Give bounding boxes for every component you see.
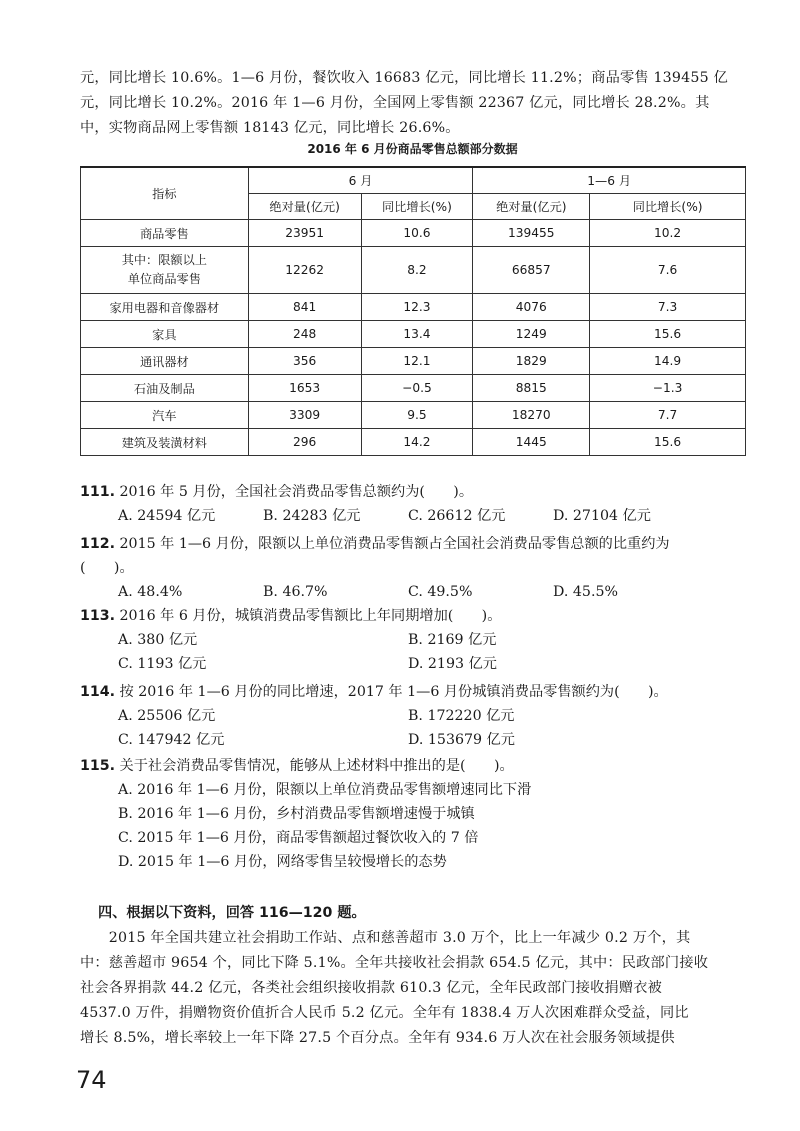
table-header-row (81, 167, 746, 194)
cell-june-yoy: 12.3 (361, 294, 473, 321)
option-list (80, 628, 760, 652)
option-b[interactable]: B. 172220 亿元 (408, 708, 515, 724)
question-stem (80, 680, 760, 704)
cell-cum-abs: 4076 (473, 294, 590, 321)
cell-cum-yoy: 10.2 (590, 220, 746, 247)
cell-june-yoy: 12.1 (361, 348, 473, 375)
row-name-line: 单位商品零售 (127, 272, 201, 286)
intro-paragraph (80, 66, 745, 141)
question-stem (80, 480, 760, 504)
cell-cum-yoy: −1.3 (590, 375, 746, 402)
option-b[interactable]: B. 2016 年 1—6 月份，乡村消费品零售额增速慢于城镇 (118, 806, 475, 822)
option-list (80, 704, 760, 728)
question-113 (80, 604, 760, 676)
row-name: 商品零售 (81, 220, 249, 247)
option-list (80, 728, 760, 752)
cell-cum-yoy: 15.6 (590, 429, 746, 456)
question-111 (80, 480, 760, 528)
option-d[interactable]: D. 153679 亿元 (408, 732, 515, 748)
intro-line: 元，同比增长 10.6%。1—6 月份，餐饮收入 16683 亿元，同比增长 11.2%；商品零售 139455 亿 (80, 70, 728, 86)
option-c[interactable]: C. 2015 年 1—6 月份，商品零售额超过餐饮收入的 7 倍 (118, 830, 479, 846)
question-115 (80, 754, 760, 874)
cell-cum-yoy: 14.9 (590, 348, 746, 375)
row-name: 汽车 (81, 402, 249, 429)
cell-june-abs: 296 (248, 429, 361, 456)
cell-cum-yoy: 7.3 (590, 294, 746, 321)
intro-line: 中，实物商品网上零售额 18143 亿元，同比增长 26.6%。 (80, 120, 460, 136)
row-name: 通讯器材 (81, 348, 249, 375)
option-b[interactable]: B. 46.7% (263, 584, 328, 600)
question-stem (80, 532, 760, 556)
cell-cum-yoy: 7.6 (590, 247, 746, 294)
cell-june-yoy: 10.6 (361, 220, 473, 247)
row-name (81, 247, 249, 294)
cell-cum-abs: 1829 (473, 348, 590, 375)
cell-cum-abs: 139455 (473, 220, 590, 247)
intro-line: 元，同比增长 10.2%。2016 年 1—6 月份，全国网上零售额 22367 亿元，同比增长 28.2%。其 (80, 95, 710, 111)
header-abs: 绝对量(亿元) (473, 194, 590, 220)
cell-june-abs: 356 (248, 348, 361, 375)
cell-june-abs: 1653 (248, 375, 361, 402)
page-number: 74 (76, 1066, 107, 1094)
table-row (81, 348, 746, 375)
passage-line: 增长 8.5%，增长率较上一年下降 27.5 个百分点。全年有 934.6 万人次在社会服务领域提供 (80, 1030, 675, 1046)
table-title: 2016 年 6 月份商品零售总额部分数据 (307, 142, 518, 156)
question-text: 关于社会消费品零售情况，能够从上述材料中推出的是( )。 (119, 758, 514, 774)
cell-june-yoy: 9.5 (361, 402, 473, 429)
row-name-line: 其中：限额以上 (121, 253, 207, 267)
cell-cum-abs: 18270 (473, 402, 590, 429)
cell-cum-abs: 1445 (473, 429, 590, 456)
question-text: 2015 年 1—6 月份，限额以上单位消费品零售额占全国社会消费品零售总额的比重约为 (119, 536, 670, 552)
table-row (81, 321, 746, 348)
table-row (81, 294, 746, 321)
question-text: 2016 年 6 月份，城镇消费品零售额比上年同期增加( )。 (119, 608, 502, 624)
cell-june-yoy: 13.4 (361, 321, 473, 348)
option-a[interactable]: A. 48.4% (118, 584, 183, 600)
table-row (81, 375, 746, 402)
section-heading: 四、根据以下资料，回答 116—120 题。 (98, 905, 366, 921)
passage-line: 社会各界捐款 44.2 亿元，各类社会组织接收捐款 610.3 亿元，全年民政部门接收捐赠衣被 (80, 980, 663, 996)
question-stem (80, 604, 760, 628)
question-112 (80, 532, 760, 604)
question-number: 115. (80, 758, 116, 774)
row-name: 家用电器和音像器材 (81, 294, 249, 321)
cell-cum-abs: 8815 (473, 375, 590, 402)
header-indicator: 指标 (81, 167, 249, 220)
passage-line: 中：慈善超市 9654 个，同比下降 5.1%。全年共接收社会捐款 654.5 亿元，其中：民政部门接收 (80, 955, 709, 971)
option-b[interactable]: B. 2169 亿元 (408, 632, 497, 648)
option-d[interactable]: D. 27104 亿元 (553, 508, 651, 524)
passage-paragraph (80, 926, 745, 1051)
question-number: 112. (80, 536, 116, 552)
question-text: 2016 年 5 月份，全国社会消费品零售总额约为( )。 (119, 484, 474, 500)
option-c[interactable]: C. 26612 亿元 (408, 508, 506, 524)
cell-june-yoy: −0.5 (361, 375, 473, 402)
question-number: 114. (80, 684, 116, 700)
cell-june-yoy: 14.2 (361, 429, 473, 456)
option-d[interactable]: D. 2015 年 1—6 月份，网络零售呈较慢增长的态势 (118, 854, 447, 870)
row-name: 石油及制品 (81, 375, 249, 402)
option-list (80, 580, 760, 604)
table-row (81, 220, 746, 247)
question-stem-cont: ( )。 (80, 560, 134, 576)
table-row (81, 402, 746, 429)
option-a[interactable]: A. 380 亿元 (118, 632, 198, 648)
option-list (80, 652, 760, 676)
option-d[interactable]: D. 2193 亿元 (408, 656, 497, 672)
passage-line: 4537.0 万件，捐赠物资价值折合人民币 5.2 亿元。全年有 1838.4 万人次困难群众受益，同比 (80, 1005, 689, 1021)
cell-june-abs: 248 (248, 321, 361, 348)
passage-line: 2015 年全国共建立社会捐助工作站、点和慈善超市 3.0 万个，比上一年减少 0.2 万个，其 (80, 930, 691, 946)
cell-cum-yoy: 15.6 (590, 321, 746, 348)
header-june: 6 月 (248, 167, 473, 194)
option-list (80, 504, 760, 528)
option-b[interactable]: B. 24283 亿元 (263, 508, 361, 524)
row-name: 建筑及装潢材料 (81, 429, 249, 456)
question-114 (80, 680, 760, 752)
option-c[interactable]: C. 147942 亿元 (118, 732, 225, 748)
cell-cum-abs: 1249 (473, 321, 590, 348)
cell-june-abs: 12262 (248, 247, 361, 294)
cell-june-abs: 3309 (248, 402, 361, 429)
option-c[interactable]: C. 49.5% (408, 584, 473, 600)
option-c[interactable]: C. 1193 亿元 (118, 656, 207, 672)
question-number: 113. (80, 608, 116, 624)
question-stem (80, 754, 760, 778)
table-row (81, 247, 746, 294)
header-abs: 绝对量(亿元) (248, 194, 361, 220)
header-jan-jun: 1—6 月 (473, 167, 746, 194)
cell-cum-abs: 66857 (473, 247, 590, 294)
table-row (81, 429, 746, 456)
question-text: 按 2016 年 1—6 月份的同比增速，2017 年 1—6 月份城镇消费品零售额约为( )。 (119, 684, 668, 700)
cell-june-abs: 841 (248, 294, 361, 321)
header-yoy: 同比增长(%) (361, 194, 473, 220)
row-name: 家具 (81, 321, 249, 348)
option-a[interactable]: A. 24594 亿元 (118, 508, 216, 524)
question-number: 111. (80, 484, 116, 500)
retail-data-table (80, 166, 746, 456)
option-a[interactable]: A. 25506 亿元 (118, 708, 216, 724)
header-yoy: 同比增长(%) (590, 194, 746, 220)
option-a[interactable]: A. 2016 年 1—6 月份，限额以上单位消费品零售额增速同比下滑 (118, 782, 532, 798)
cell-june-yoy: 8.2 (361, 247, 473, 294)
option-d[interactable]: D. 45.5% (553, 584, 618, 600)
cell-cum-yoy: 7.7 (590, 402, 746, 429)
cell-june-abs: 23951 (248, 220, 361, 247)
